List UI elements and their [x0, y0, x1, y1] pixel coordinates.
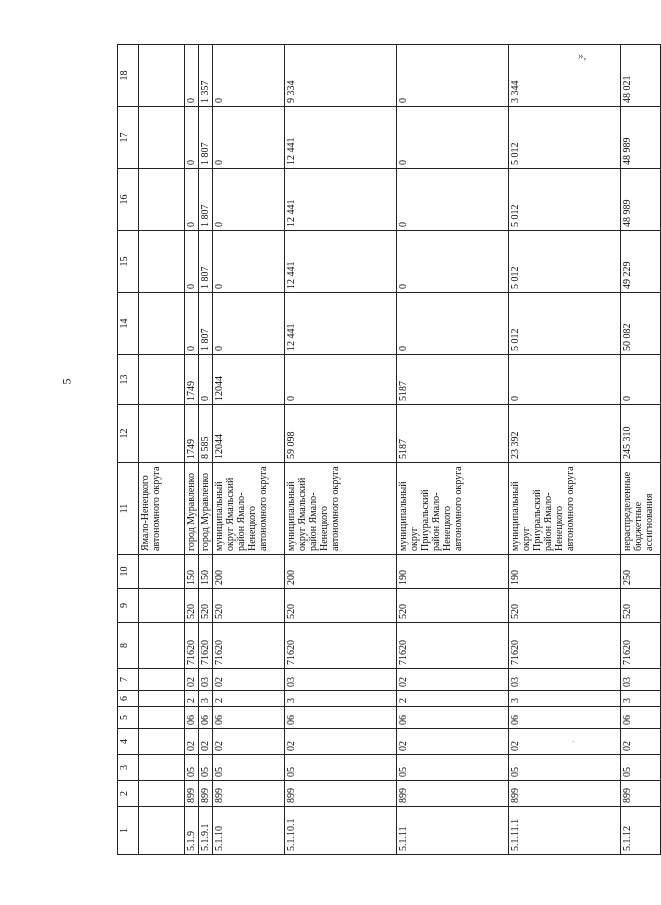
table-header-row — [118, 45, 139, 855]
table-cell: 02 — [621, 729, 661, 755]
table-row — [621, 45, 661, 855]
table-cell: 5.1.11.1 — [509, 807, 621, 855]
table-cell: 245 310 — [621, 405, 661, 463]
table-body — [139, 45, 661, 855]
table-cell: 0 — [509, 355, 621, 405]
table-cell: 1749 — [185, 355, 199, 405]
page-number: 5 — [59, 378, 74, 385]
table-cell: 0 — [213, 107, 285, 169]
table-cell: 12044 — [213, 405, 285, 463]
header-cell: 4 — [118, 729, 139, 755]
table-cell: 02 — [185, 669, 199, 691]
table-cell: 0 — [397, 169, 509, 231]
table-cell: 0 — [213, 231, 285, 293]
table-cell: 190 — [397, 555, 509, 589]
table-cell: 49 229 — [621, 231, 661, 293]
table-cell: 02 — [213, 729, 285, 755]
header-cell: 10 — [118, 555, 139, 589]
table-cell: 520 — [285, 589, 397, 623]
header-cell: 15 — [118, 231, 139, 293]
table-cell: 02 — [397, 729, 509, 755]
table-cell: 0 — [185, 293, 199, 355]
header-cell: 11 — [118, 463, 139, 555]
table-cell: 2 — [185, 691, 199, 707]
table-cell: город Муравленко — [199, 463, 213, 555]
header-cell: 9 — [118, 589, 139, 623]
table-cell: нераспределенные бюджетные ассигнования — [621, 463, 661, 555]
table-cell: 1749 — [185, 405, 199, 463]
header-cell: 5 — [118, 707, 139, 729]
header-cell: 8 — [118, 623, 139, 669]
table-cell: 71620 — [509, 623, 621, 669]
table-cell — [139, 755, 185, 781]
table-cell: 3 344 — [509, 45, 621, 107]
table-cell: 06 — [199, 707, 213, 729]
rotated-table-container — [117, 45, 655, 855]
table-cell: 06 — [621, 707, 661, 729]
header-cell: 7 — [118, 669, 139, 691]
table-cell: 59 098 — [285, 405, 397, 463]
table-cell: 06 — [185, 707, 199, 729]
table-cell — [139, 691, 185, 707]
table-cell: 02 — [199, 729, 213, 755]
table-cell: 520 — [397, 589, 509, 623]
table-cell: 5.1.9 — [185, 807, 199, 855]
table-cell: 48 989 — [621, 169, 661, 231]
table-cell: Ямало-Ненецкого автономного округа — [139, 463, 185, 555]
table-cell — [139, 107, 185, 169]
table-cell: 05 — [185, 755, 199, 781]
table-cell: 05 — [621, 755, 661, 781]
table-cell: 71620 — [185, 623, 199, 669]
table-cell: 02 — [185, 729, 199, 755]
table-cell: 5.1.12 — [621, 807, 661, 855]
table-cell: 0 — [285, 355, 397, 405]
table-cell: 899 — [199, 781, 213, 807]
table-row — [213, 45, 285, 855]
header-cell: 16 — [118, 169, 139, 231]
table-cell: 03 — [285, 669, 397, 691]
budget-table — [117, 44, 661, 855]
table-cell: 0 — [213, 45, 285, 107]
table-cell: 3 — [621, 691, 661, 707]
closing-quote-mark: », — [578, 50, 587, 62]
table-cell: 05 — [397, 755, 509, 781]
table-cell: 71620 — [213, 623, 285, 669]
table-cell: 02 — [509, 729, 621, 755]
table-cell: 05 — [199, 755, 213, 781]
table-cell: 0 — [397, 293, 509, 355]
table-cell — [139, 781, 185, 807]
table-cell: 520 — [213, 589, 285, 623]
header-cell: 18 — [118, 45, 139, 107]
table-cell: 03 — [509, 669, 621, 691]
table-cell: 150 — [199, 555, 213, 589]
table-row — [285, 45, 397, 855]
table-cell — [139, 405, 185, 463]
table-cell — [139, 589, 185, 623]
table-cell: 899 — [621, 781, 661, 807]
table-cell: 3 — [509, 691, 621, 707]
table-row — [199, 45, 213, 855]
table-cell — [139, 669, 185, 691]
table-cell: 0 — [397, 45, 509, 107]
table-cell: 3 — [285, 691, 397, 707]
table-cell — [139, 293, 185, 355]
table-cell: 71620 — [285, 623, 397, 669]
header-cell: 2 — [118, 781, 139, 807]
table-cell: 5 012 — [509, 107, 621, 169]
table-cell: 05 — [509, 755, 621, 781]
table-cell: муниципальный округ Приуральский район Ямало-Ненецкого автономного округа — [509, 463, 621, 555]
table-cell — [139, 169, 185, 231]
table-cell: 520 — [621, 589, 661, 623]
table-cell: 0 — [213, 169, 285, 231]
rotated-table-frame — [117, 45, 655, 855]
table-cell: 5187 — [397, 355, 509, 405]
table-row — [139, 45, 185, 855]
header-cell: 6 — [118, 691, 139, 707]
table-cell: 0 — [185, 169, 199, 231]
header-cell: 1 — [118, 807, 139, 855]
table-cell: 12 441 — [285, 107, 397, 169]
table-row — [509, 45, 621, 855]
table-cell: 0 — [185, 45, 199, 107]
table-cell: 71620 — [397, 623, 509, 669]
table-cell: 5.1.11 — [397, 807, 509, 855]
table-cell: 5.1.10 — [213, 807, 285, 855]
table-cell: 48 989 — [621, 107, 661, 169]
table-cell: 48 021 — [621, 45, 661, 107]
header-cell: 17 — [118, 107, 139, 169]
table-cell: 05 — [285, 755, 397, 781]
scan-dot-mark: - — [572, 737, 575, 746]
table-cell: 02 — [397, 669, 509, 691]
table-cell: 150 — [185, 555, 199, 589]
table-cell: 12044 — [213, 355, 285, 405]
header-cell: 14 — [118, 293, 139, 355]
table-cell: 02 — [213, 669, 285, 691]
table-row — [397, 45, 509, 855]
table-cell: 0 — [621, 355, 661, 405]
table-cell: 05 — [213, 755, 285, 781]
table-cell: 200 — [285, 555, 397, 589]
table-cell: муниципальный округ Ямальский район Ямало-Ненецкого автономного округа — [213, 463, 285, 555]
table-cell — [139, 355, 185, 405]
table-cell — [139, 45, 185, 107]
table-cell: 8 585 — [199, 405, 213, 463]
table-cell: 5.1.10.1 — [285, 807, 397, 855]
table-cell: 0 — [185, 231, 199, 293]
table-cell: 0 — [397, 231, 509, 293]
header-cell: 12 — [118, 405, 139, 463]
table-cell: 0 — [397, 107, 509, 169]
table-cell: 1 807 — [199, 293, 213, 355]
table-cell: 190 — [509, 555, 621, 589]
table-cell: 2 — [397, 691, 509, 707]
table-cell: 06 — [397, 707, 509, 729]
table-cell: 520 — [185, 589, 199, 623]
table-cell: 200 — [213, 555, 285, 589]
table-cell: 2 — [213, 691, 285, 707]
table-cell — [139, 807, 185, 855]
table-cell — [139, 623, 185, 669]
table-cell: 899 — [397, 781, 509, 807]
table-cell: 12 441 — [285, 169, 397, 231]
table-cell: 899 — [285, 781, 397, 807]
table-cell: 5187 — [397, 405, 509, 463]
table-cell: 1 357 — [199, 45, 213, 107]
table-cell: 23 392 — [509, 405, 621, 463]
table-cell: 0 — [199, 355, 213, 405]
table-cell: 1 807 — [199, 107, 213, 169]
table-cell: муниципальный округ Приуральский район Ямало-Ненецкого автономного округа — [397, 463, 509, 555]
table-cell — [139, 555, 185, 589]
table-cell: 5 012 — [509, 231, 621, 293]
table-cell: 12 441 — [285, 231, 397, 293]
table-cell: 899 — [185, 781, 199, 807]
table-cell: 06 — [213, 707, 285, 729]
table-cell: 899 — [213, 781, 285, 807]
table-cell: 0 — [213, 293, 285, 355]
table-cell: 1 807 — [199, 231, 213, 293]
table-cell: 5 012 — [509, 293, 621, 355]
table-row — [185, 45, 199, 855]
table-cell: 50 082 — [621, 293, 661, 355]
table-cell: 03 — [621, 669, 661, 691]
table-cell: 1 807 — [199, 169, 213, 231]
table-cell: 0 — [185, 107, 199, 169]
table-cell: город Муравленко — [185, 463, 199, 555]
table-cell — [139, 707, 185, 729]
table-cell: 520 — [509, 589, 621, 623]
table-cell: 5.1.9.1 — [199, 807, 213, 855]
table-cell: 06 — [509, 707, 621, 729]
table-cell: 02 — [285, 729, 397, 755]
table-cell: 899 — [509, 781, 621, 807]
table-cell: 520 — [199, 589, 213, 623]
table-cell: 03 — [199, 669, 213, 691]
table-cell: 5 012 — [509, 169, 621, 231]
table-cell: 12 441 — [285, 293, 397, 355]
table-cell: 71620 — [621, 623, 661, 669]
table-cell — [139, 729, 185, 755]
table-cell: 06 — [285, 707, 397, 729]
table-cell: 9 334 — [285, 45, 397, 107]
header-cell: 13 — [118, 355, 139, 405]
table-cell: муниципальный округ Ямальский район Ямало-Ненецкого автономного округа — [285, 463, 397, 555]
table-cell: 71620 — [199, 623, 213, 669]
table-cell: 3 — [199, 691, 213, 707]
header-cell: 3 — [118, 755, 139, 781]
table-cell: 250 — [621, 555, 661, 589]
table-cell — [139, 231, 185, 293]
